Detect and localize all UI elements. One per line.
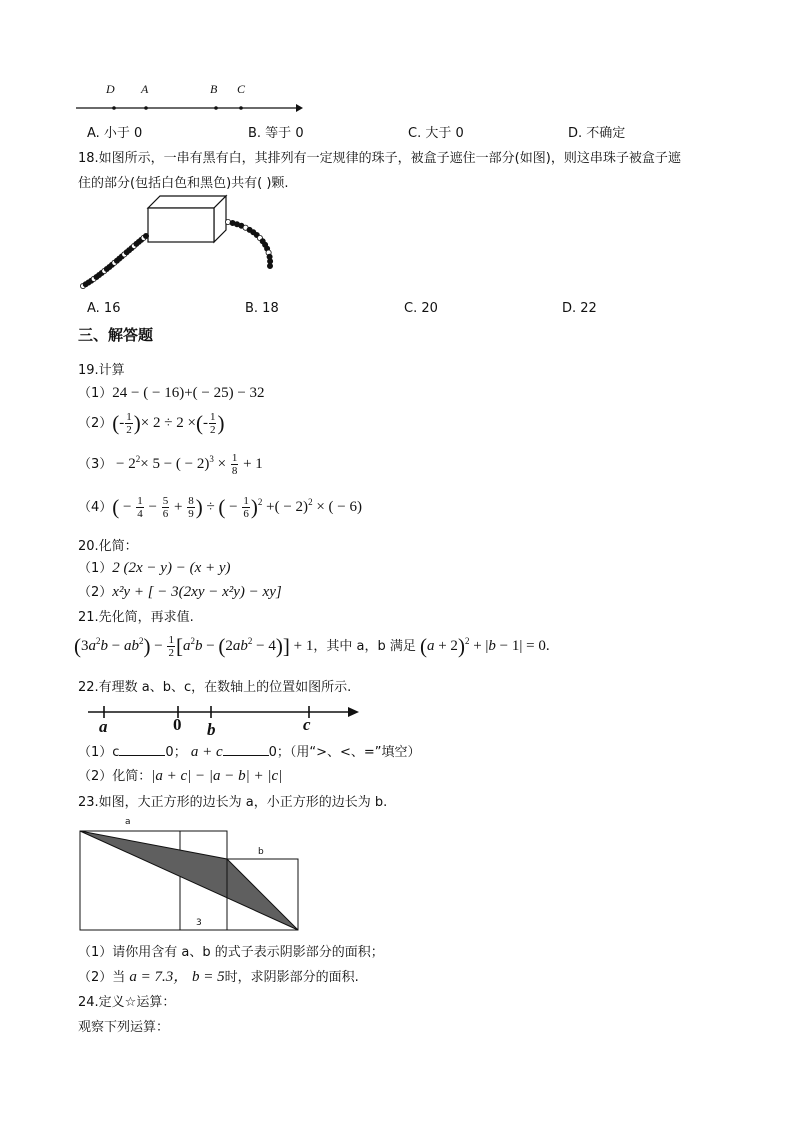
q19-part2-label: （2） — [78, 415, 113, 431]
q18-option-b[interactable]: B. 18 — [245, 301, 279, 316]
q17-label-b: B — [210, 82, 218, 96]
q18-stem-line1: 18.如图所示，一串有黑有白，其排列有一定规律的珠子，被盒子遮住一部分(如图)，则这串珠子被盒子遮 — [78, 151, 681, 166]
q21-expression-line — [74, 634, 550, 659]
q17-label-a: A — [141, 82, 149, 96]
q17-option-a[interactable]: A. 小于 0 — [87, 126, 143, 141]
q23-part1: （1）请你用含有 a、b 的式子表示阴影部分的面积； — [78, 945, 384, 960]
q19-part3-expr: − $2^2\times 5$ − ( − 2)$^3$ × $\frac{1}{8}$ + 1 — [112, 452, 263, 477]
q19-title: 19.计算 — [78, 363, 125, 378]
q20-part1-expr: 2 (2x − y) − (x + y) — [112, 560, 231, 576]
section-title: 三、解答题 — [78, 326, 154, 344]
q22-part1 — [78, 741, 421, 761]
q23-part2 — [78, 965, 359, 986]
q17-option-b[interactable]: B. 等于 0 — [248, 126, 304, 141]
q18-option-c[interactable]: C. 20 — [404, 301, 438, 316]
q17-label-c: C — [237, 82, 246, 96]
q18-beads-box-figure — [76, 192, 281, 294]
q17-option-c[interactable]: C. 大于 0 — [408, 126, 464, 141]
q21-title: 21.先化简，再求值. — [78, 610, 194, 625]
q20-part1 — [78, 557, 231, 577]
q20-part1-label: （1） — [78, 561, 113, 576]
q20-part2-expr: x²y + [ − 3(2xy − x²y) − xy] — [112, 584, 282, 600]
q21-expr: $(3a^2b - ab^2)$ − $\frac{1}{2}$ $[a^2b - (2ab^2 - 4)] + 1$ — [74, 634, 314, 659]
q19-part3-label: （3） — [78, 456, 113, 472]
q22-part2-label: （2）化简： — [78, 769, 152, 784]
q19-part3 — [78, 452, 263, 477]
q23-title: 23.如图，大正方形的边长为 a，小正方形的边长为 b. — [78, 795, 388, 810]
q22-number-line — [86, 704, 362, 718]
q22-label-0: 0 — [173, 715, 182, 734]
q23-part2-expr: a = 7.3， b = 5 — [129, 969, 225, 985]
q22-label-a: a — [99, 717, 108, 736]
q22-label-c: c — [303, 715, 311, 734]
bead — [143, 233, 148, 238]
q23-squares-figure — [76, 814, 306, 934]
q22-blank-2[interactable] — [223, 743, 269, 756]
q23-part2-label: （2）当 — [78, 970, 126, 985]
q19-part4-label: （4） — [78, 499, 113, 515]
q18-stem-line2: 住的部分(包括白色和黑色)共有( )颗. — [78, 176, 289, 191]
q23-part2-tail: 时，求阴影部分的面积. — [224, 970, 359, 985]
q22-part1-expr: a + c — [190, 744, 223, 760]
q24-title: 24.定义☆运算： — [78, 995, 176, 1010]
q22-part1-label: （1）c — [78, 745, 120, 760]
q22-part2-expr: |a + c| − |a − b| + |c| — [151, 768, 283, 784]
q22-part1-mid: 0； — [165, 745, 187, 760]
q23-label-a: a — [125, 817, 131, 827]
q21-condition-text: ，其中 a，b 满足 — [313, 638, 416, 654]
q23-label-3: 3 — [196, 918, 202, 928]
q19-part1 — [78, 382, 265, 402]
q19-part4 — [78, 495, 362, 520]
q21-condition-expr: $(a + 2)^2 + |b - 1| = 0$. — [419, 634, 550, 658]
q22-title: 22.有理数 a、b、c，在数轴上的位置如图所示. — [78, 680, 352, 695]
q19-part2 — [78, 411, 224, 436]
q23-label-b: b — [258, 847, 264, 857]
q24-line2: 观察下列运算： — [78, 1020, 170, 1035]
q22-part2 — [78, 765, 282, 785]
q18-option-d[interactable]: D. 22 — [562, 301, 597, 316]
q17-label-d: D — [106, 82, 115, 96]
q17-option-d[interactable]: D. 不确定 — [568, 126, 626, 141]
q19-part2-expr: (- $\frac{1}{2}$ )× 2 ÷ 2 ×(- $\frac{1}{2}$ ) — [112, 411, 225, 436]
q19-part4-expr: ( − $\frac{1}{4}$ − $\frac{5}{6}$ + $\frac{8}{9}$ ) ÷ ( − $\frac{1}{6}$ )$^2$ +( − 2)$^2$ × ( − 6) — [112, 495, 362, 520]
q20-part2-label: （2） — [78, 585, 113, 600]
q20-title: 20.化简： — [78, 539, 138, 554]
q19-part1-label: （1） — [78, 386, 113, 401]
q20-part2 — [78, 581, 282, 601]
bead — [267, 263, 272, 268]
q22-label-b: b — [207, 720, 216, 739]
q22-blank-1[interactable] — [119, 743, 165, 756]
q18-option-a[interactable]: A. 16 — [87, 301, 121, 316]
q19-part1-expr: 24 − ( − 16)+( − 25) − 32 — [112, 385, 265, 401]
q22-part1-tail: 0；（用“>、<、=”填空） — [268, 745, 421, 760]
